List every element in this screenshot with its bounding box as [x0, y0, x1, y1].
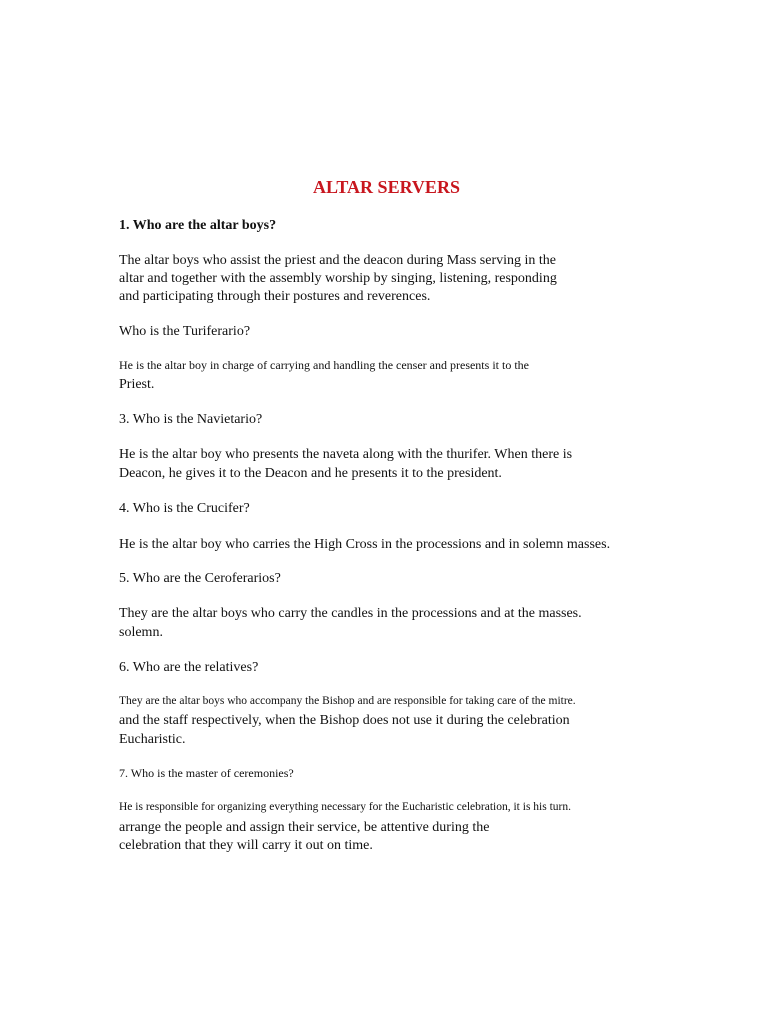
question-3: 3. Who is the Navietario?	[119, 412, 263, 427]
answer-2-line-1: He is the altar boy in charge of carrying and handling the censer and presents it to the	[119, 358, 529, 372]
question-7: 7. Who is the master of ceremonies?	[119, 766, 294, 780]
answer-7-line-3: celebration that they will carry it out on time.	[119, 838, 373, 853]
question-6: 6. Who are the relatives?	[119, 660, 259, 675]
document-title: ALTAR SERVERS	[313, 177, 460, 197]
answer-3-line-1: He is the altar boy who presents the naveta along with the thurifer. When there is	[119, 447, 573, 462]
answer-1-line-3: and participating through their postures and reverences.	[119, 289, 431, 304]
answer-1-line-1: The altar boys who assist the priest and the deacon during Mass serving in the	[119, 253, 557, 268]
answer-4-line-1: He is the altar boy who carries the High Cross in the processions and in solemn masses.	[119, 537, 611, 552]
answer-5-line-2: solemn.	[119, 625, 163, 640]
answer-5-line-1: They are the altar boys who carry the candles in the processions and at the masses.	[119, 606, 582, 621]
answer-7-line-2: arrange the people and assign their service, be attentive during the	[119, 820, 490, 835]
question-4: 4. Who is the Crucifer?	[119, 501, 250, 516]
answer-3-line-2: Deacon, he gives it to the Deacon and he presents it to the president.	[119, 466, 502, 481]
answer-2-line-2: Priest.	[119, 377, 155, 392]
answer-7-line-1: He is responsible for organizing everything necessary for the Eucharistic celebration, it is his turn.	[119, 801, 571, 813]
answer-1-line-2: altar and together with the assembly worship by singing, listening, responding	[119, 271, 557, 286]
answer-6-line-3: Eucharistic.	[119, 732, 186, 747]
question-1: 1. Who are the altar boys?	[119, 218, 277, 233]
answer-6-line-2: and the staff respectively, when the Bishop does not use it during the celebration	[119, 713, 570, 728]
question-2: Who is the Turiferario?	[119, 324, 251, 339]
question-5: 5. Who are the Ceroferarios?	[119, 571, 281, 586]
answer-6-line-1: They are the altar boys who accompany the Bishop and are responsible for taking care of the mitre.	[119, 695, 576, 707]
